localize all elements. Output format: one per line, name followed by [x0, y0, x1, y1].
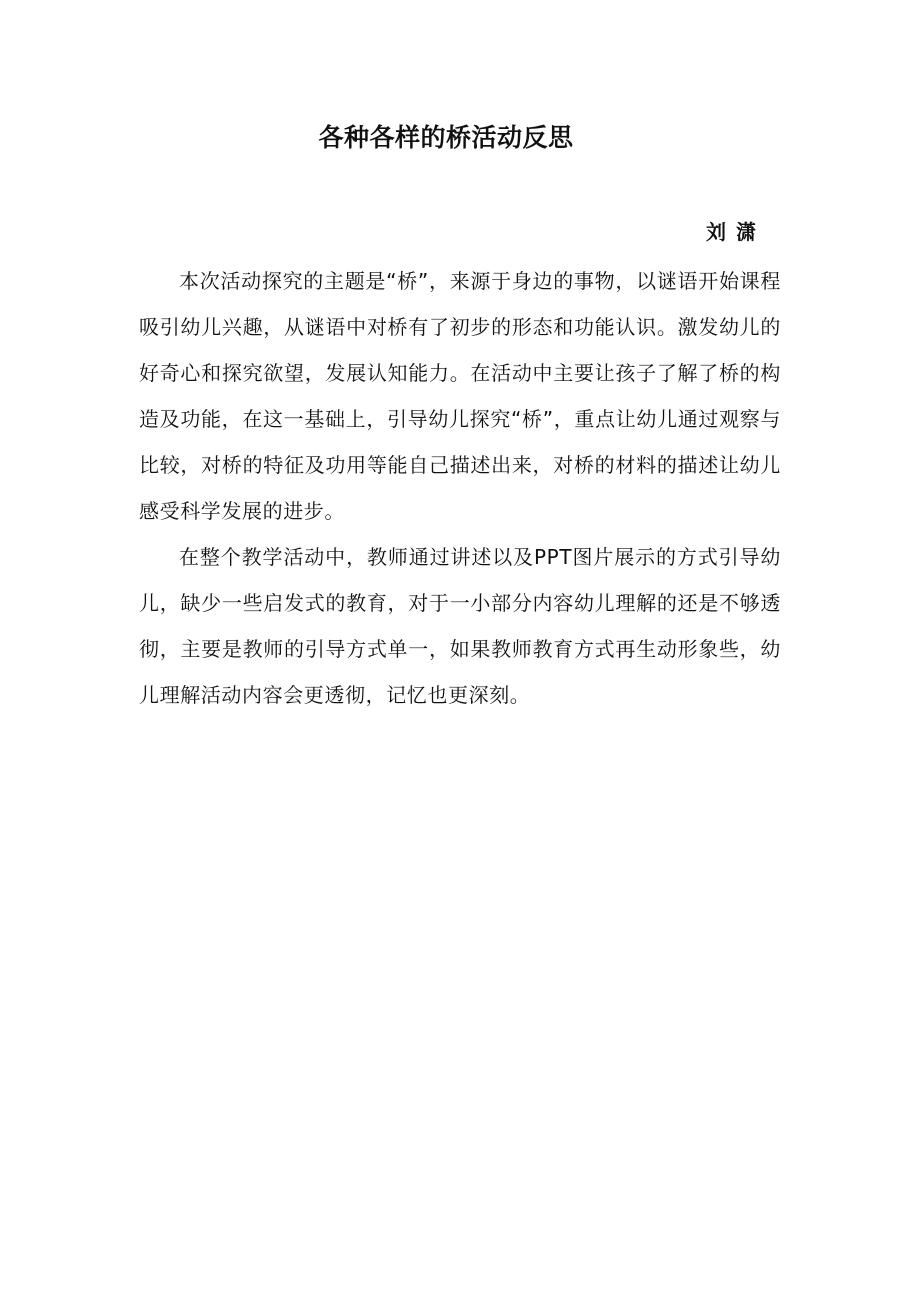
document-body: [139, 258, 781, 718]
document-title: 各种各样的桥活动反思: [318, 123, 574, 152]
paragraph-1: 本次活动探究的主题是“桥”，来源于身边的事物，以谜语开始课程吸引幼儿兴趣，从谜语中对桥有了初步的形态和功能认识。激发幼儿的好奇心和探究欲望，发展认知能力。在活动中主要让孩子了解了桥的构造及功能，在这一基础上，引导幼儿探究“桥”，重点让幼儿通过观察与比较，对桥的特征及功用等能自己描述出来，对桥的材料的描述让幼儿感受科学发展的进步。: [139, 269, 782, 523]
author-name: 刘潇: [706, 220, 766, 244]
paragraph-2: 在整个教学活动中，教师通过讲述以及PPT图片展示的方式引导幼儿，缺少一些启发式的教育，对于一小部分内容幼儿理解的还是不够透彻，主要是教师的引导方式单一，如果教师教育方式再生动形象些，幼儿理解活动内容会更透彻，记忆也更深刻。: [139, 545, 781, 707]
